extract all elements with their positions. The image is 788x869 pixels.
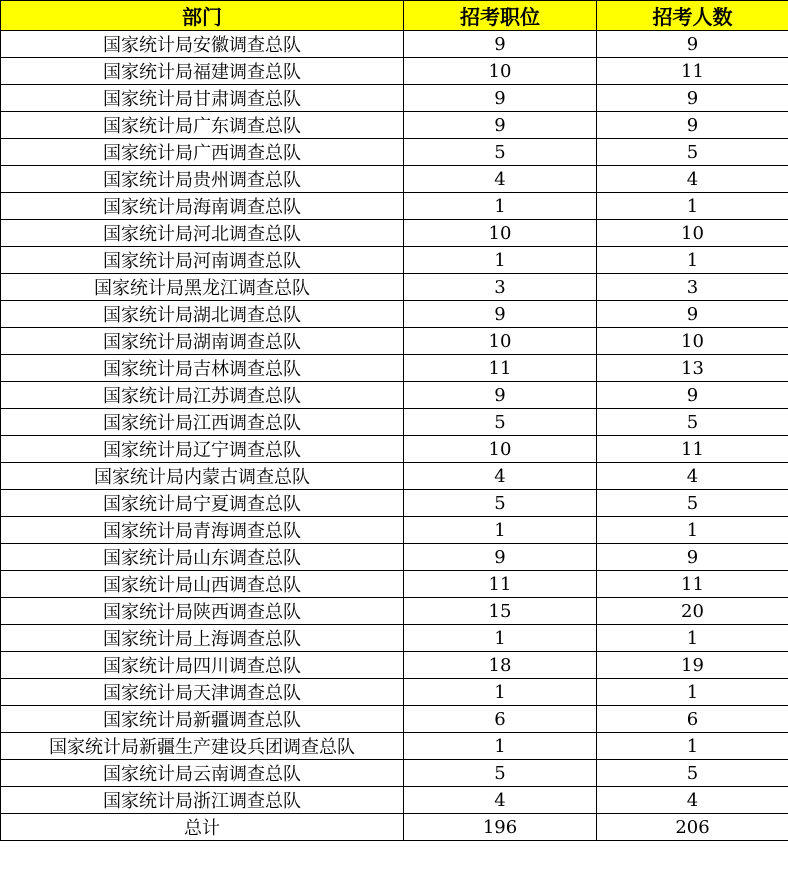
- positions-cell: 10: [404, 220, 597, 247]
- people-cell: 11: [597, 58, 788, 85]
- people-cell: 4: [597, 463, 788, 490]
- table-row: [1, 436, 788, 463]
- people-cell: 4: [597, 166, 788, 193]
- people-cell: 1: [597, 517, 788, 544]
- people-cell: 1: [597, 247, 788, 274]
- table-body: [1, 31, 788, 841]
- dept-cell: 国家统计局云南调查总队: [1, 760, 404, 787]
- dept-cell: 国家统计局青海调查总队: [1, 517, 404, 544]
- table-row: [1, 625, 788, 652]
- dept-cell: 国家统计局甘肃调查总队: [1, 85, 404, 112]
- people-cell: 10: [597, 220, 788, 247]
- positions-cell: 10: [404, 328, 597, 355]
- dept-cell: 国家统计局辽宁调查总队: [1, 436, 404, 463]
- table-row: [1, 382, 788, 409]
- positions-cell: 9: [404, 112, 597, 139]
- table-row: [1, 733, 788, 760]
- dept-cell: 国家统计局广东调查总队: [1, 112, 404, 139]
- positions-cell: 1: [404, 517, 597, 544]
- header-row: [1, 1, 788, 31]
- people-cell: 1: [597, 193, 788, 220]
- table-row: [1, 166, 788, 193]
- total-positions: 196: [404, 814, 597, 841]
- table-row: [1, 679, 788, 706]
- positions-cell: 4: [404, 463, 597, 490]
- positions-cell: 5: [404, 409, 597, 436]
- dept-cell: 国家统计局江西调查总队: [1, 409, 404, 436]
- total-people: 206: [597, 814, 788, 841]
- people-cell: 4: [597, 787, 788, 814]
- positions-cell: 9: [404, 301, 597, 328]
- dept-cell: 国家统计局黑龙江调查总队: [1, 274, 404, 301]
- table-row: [1, 598, 788, 625]
- dept-cell: 国家统计局山东调查总队: [1, 544, 404, 571]
- people-cell: 9: [597, 31, 788, 58]
- positions-cell: 10: [404, 58, 597, 85]
- table-row: [1, 247, 788, 274]
- dept-cell: 国家统计局陕西调查总队: [1, 598, 404, 625]
- dept-cell: 国家统计局新疆生产建设兵团调查总队: [1, 733, 404, 760]
- header-positions: 招考职位: [404, 1, 597, 31]
- positions-cell: 11: [404, 355, 597, 382]
- people-cell: 3: [597, 274, 788, 301]
- dept-cell: 国家统计局江苏调查总队: [1, 382, 404, 409]
- table-row: [1, 193, 788, 220]
- positions-cell: 10: [404, 436, 597, 463]
- dept-cell: 国家统计局安徽调查总队: [1, 31, 404, 58]
- dept-cell: 国家统计局贵州调查总队: [1, 166, 404, 193]
- people-cell: 9: [597, 85, 788, 112]
- table-row: [1, 85, 788, 112]
- people-cell: 13: [597, 355, 788, 382]
- people-cell: 20: [597, 598, 788, 625]
- table-row: [1, 571, 788, 598]
- positions-cell: 3: [404, 274, 597, 301]
- table-row: [1, 463, 788, 490]
- positions-cell: 1: [404, 733, 597, 760]
- dept-cell: 国家统计局天津调查总队: [1, 679, 404, 706]
- table-row: [1, 301, 788, 328]
- people-cell: 5: [597, 409, 788, 436]
- positions-cell: 18: [404, 652, 597, 679]
- total-label: 总计: [1, 814, 404, 841]
- people-cell: 11: [597, 571, 788, 598]
- table-row: [1, 328, 788, 355]
- positions-cell: 1: [404, 625, 597, 652]
- table-row: [1, 355, 788, 382]
- people-cell: 1: [597, 679, 788, 706]
- dept-cell: 国家统计局宁夏调查总队: [1, 490, 404, 517]
- header-people: 招考人数: [597, 1, 788, 31]
- dept-cell: 国家统计局湖南调查总队: [1, 328, 404, 355]
- dept-cell: 国家统计局上海调查总队: [1, 625, 404, 652]
- positions-cell: 1: [404, 247, 597, 274]
- dept-cell: 国家统计局山西调查总队: [1, 571, 404, 598]
- dept-cell: 国家统计局四川调查总队: [1, 652, 404, 679]
- positions-cell: 4: [404, 166, 597, 193]
- positions-cell: 9: [404, 544, 597, 571]
- table-row: [1, 517, 788, 544]
- dept-cell: 国家统计局福建调查总队: [1, 58, 404, 85]
- table-row: [1, 31, 788, 58]
- people-cell: 1: [597, 733, 788, 760]
- people-cell: 5: [597, 760, 788, 787]
- people-cell: 9: [597, 301, 788, 328]
- positions-cell: 4: [404, 787, 597, 814]
- header-dept: 部门: [1, 1, 404, 31]
- table-row: [1, 760, 788, 787]
- positions-cell: 5: [404, 490, 597, 517]
- table-row: [1, 706, 788, 733]
- dept-cell: 国家统计局新疆调查总队: [1, 706, 404, 733]
- people-cell: 5: [597, 139, 788, 166]
- people-cell: 9: [597, 382, 788, 409]
- table-row: [1, 544, 788, 571]
- positions-cell: 5: [404, 139, 597, 166]
- people-cell: 11: [597, 436, 788, 463]
- dept-cell: 国家统计局吉林调查总队: [1, 355, 404, 382]
- table-row: [1, 139, 788, 166]
- table-row: [1, 490, 788, 517]
- table-row: [1, 409, 788, 436]
- people-cell: 9: [597, 112, 788, 139]
- table-row: [1, 220, 788, 247]
- people-cell: 10: [597, 328, 788, 355]
- people-cell: 19: [597, 652, 788, 679]
- table-row: [1, 274, 788, 301]
- dept-cell: 国家统计局海南调查总队: [1, 193, 404, 220]
- dept-cell: 国家统计局内蒙古调查总队: [1, 463, 404, 490]
- dept-cell: 国家统计局浙江调查总队: [1, 787, 404, 814]
- dept-cell: 国家统计局河南调查总队: [1, 247, 404, 274]
- people-cell: 9: [597, 544, 788, 571]
- positions-cell: 11: [404, 571, 597, 598]
- total-row: [1, 814, 788, 841]
- positions-cell: 9: [404, 85, 597, 112]
- positions-cell: 9: [404, 31, 597, 58]
- positions-cell: 1: [404, 679, 597, 706]
- table-row: [1, 652, 788, 679]
- people-cell: 5: [597, 490, 788, 517]
- positions-cell: 9: [404, 382, 597, 409]
- dept-cell: 国家统计局湖北调查总队: [1, 301, 404, 328]
- positions-cell: 5: [404, 760, 597, 787]
- positions-cell: 15: [404, 598, 597, 625]
- table-row: [1, 112, 788, 139]
- table-row: [1, 787, 788, 814]
- dept-cell: 国家统计局河北调查总队: [1, 220, 404, 247]
- table-row: [1, 58, 788, 85]
- positions-cell: 1: [404, 193, 597, 220]
- dept-cell: 国家统计局广西调查总队: [1, 139, 404, 166]
- people-cell: 6: [597, 706, 788, 733]
- people-cell: 1: [597, 625, 788, 652]
- positions-cell: 6: [404, 706, 597, 733]
